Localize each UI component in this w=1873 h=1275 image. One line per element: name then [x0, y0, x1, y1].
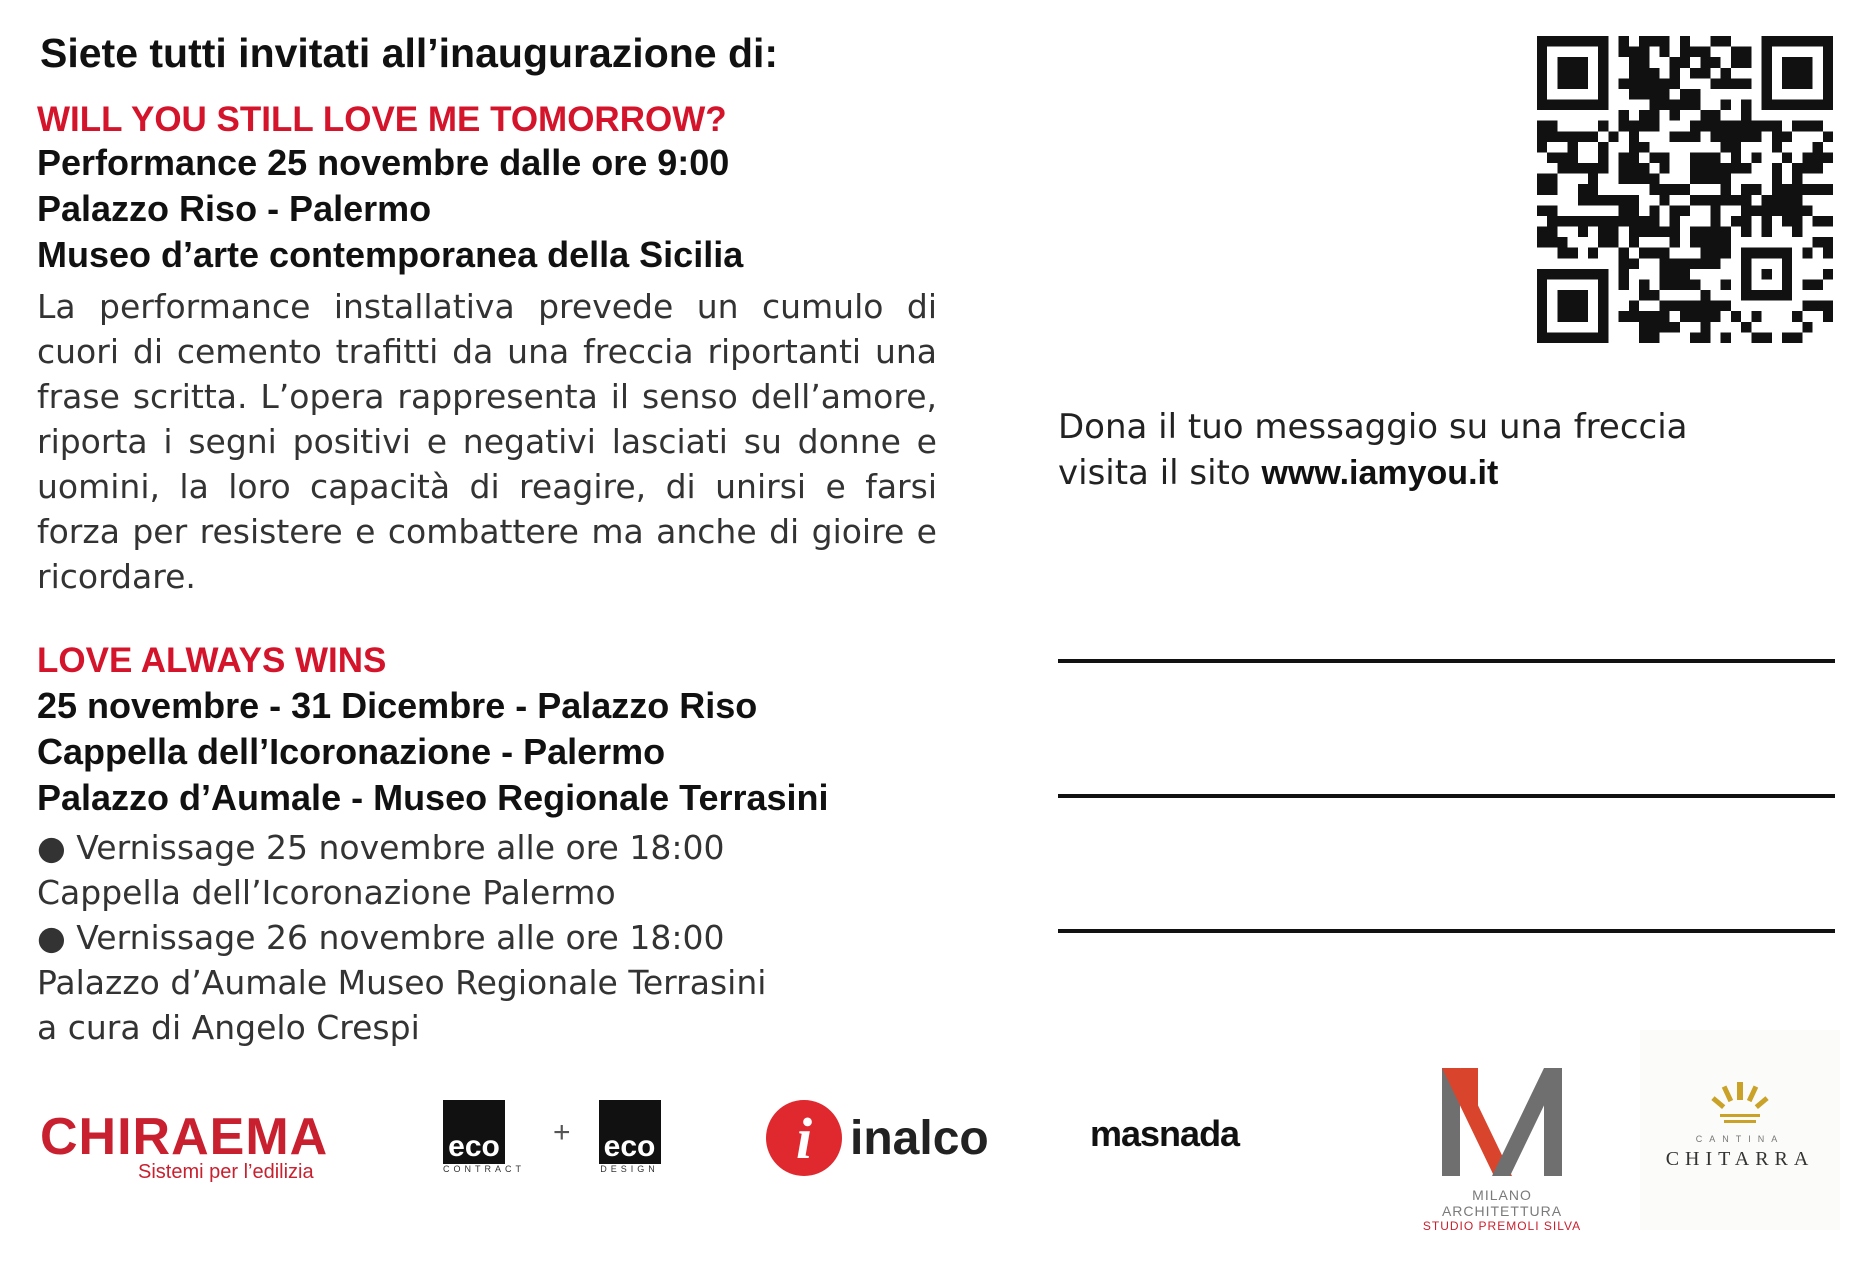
eco-contract-mark: eco — [443, 1100, 505, 1164]
donate-line: Dona il tuo messaggio su una freccia — [1058, 407, 1688, 447]
event2-info — [37, 683, 829, 821]
event2-line: 25 novembre - 31 Dicembre - Palazzo Riso — [37, 685, 758, 726]
event2-detail: Cappella dell’Icoronazione Palermo — [37, 873, 616, 912]
sunburst-icon — [1710, 1082, 1770, 1126]
event2-title: LOVE ALWAYS WINS — [37, 641, 387, 680]
donate-line — [1058, 450, 1687, 496]
event2-detail: a cura di Angelo Crespi — [37, 1008, 420, 1047]
eco-logos — [443, 1100, 661, 1174]
donate-prefix: visita il sito — [1058, 453, 1262, 493]
chiraema-logo — [40, 1107, 328, 1184]
event2-line: Cappella dell’Icoronazione - Palermo — [37, 731, 666, 772]
event2-detail: ● Vernissage 25 novembre alle ore 18:00 — [37, 828, 725, 867]
chitarra-logo — [1640, 1030, 1840, 1230]
event1-info — [37, 140, 743, 278]
write-line[interactable] — [1058, 794, 1835, 798]
inalco-logo — [766, 1100, 989, 1176]
eco-design-sub: DESIGN — [600, 1164, 659, 1174]
event1-description: La performance installativa prevede un cumulo di cuori di cemento trafitti da una freccia riportanti una frase scritta. L’opera rappresenta il senso dell’amore, riporta i segni positivi e negativi lasciati su donne e uomini, la loro capacità di reagire, di unirsi e farsi forza per resistere e combattere ma anche di gioire e ricordare. — [37, 287, 937, 596]
event1-line: Performance 25 novembre dalle ore 9:00 — [37, 142, 730, 183]
eco-design-mark: eco — [599, 1100, 661, 1164]
invite-heading: Siete tutti invitati all’inaugurazione di: — [40, 30, 779, 76]
donate-text — [1058, 404, 1687, 496]
chiraema-tagline: Sistemi per l’edilizia — [138, 1161, 314, 1183]
chitarra-name: CHITARRA — [1665, 1148, 1815, 1170]
write-line[interactable] — [1058, 659, 1835, 663]
chiraema-name: CHIRAEMA — [40, 1108, 329, 1166]
qr-code[interactable] — [1537, 36, 1833, 343]
plus-sign: + — [553, 1116, 571, 1149]
chitarra-small: CANTINA — [1695, 1134, 1785, 1144]
event2-detail: ● Vernissage 26 novembre alle ore 18:00 — [37, 918, 725, 957]
event2-detail: Palazzo d’Aumale Museo Regionale Terrasini — [37, 963, 767, 1002]
masnada-logo: masnada — [1090, 1113, 1240, 1154]
write-line[interactable] — [1058, 929, 1835, 933]
event2-line: Palazzo d’Aumale - Museo Regionale Terrasini — [37, 777, 829, 818]
event1-line: Palazzo Riso - Palermo — [37, 188, 432, 229]
milano-architettura-name: MILANO ARCHITETTURA — [1441, 1187, 1563, 1219]
milano-architettura-sub: STUDIO PREMOLI SILVA — [1422, 1219, 1582, 1233]
eco-contract-sub: CONTRACT — [443, 1164, 525, 1174]
website-link[interactable]: www.iamyou.it — [1261, 454, 1499, 492]
event2-details — [37, 825, 766, 1050]
inalco-name: inalco — [850, 1111, 989, 1165]
event1-title: WILL YOU STILL LOVE ME TOMORROW? — [37, 100, 727, 139]
event1-line: Museo d’arte contemporanea della Sicilia — [37, 234, 744, 275]
milano-architettura-logo — [1412, 1064, 1592, 1233]
inalco-mark: i — [766, 1100, 842, 1176]
ma-monogram-icon — [1412, 1064, 1592, 1182]
